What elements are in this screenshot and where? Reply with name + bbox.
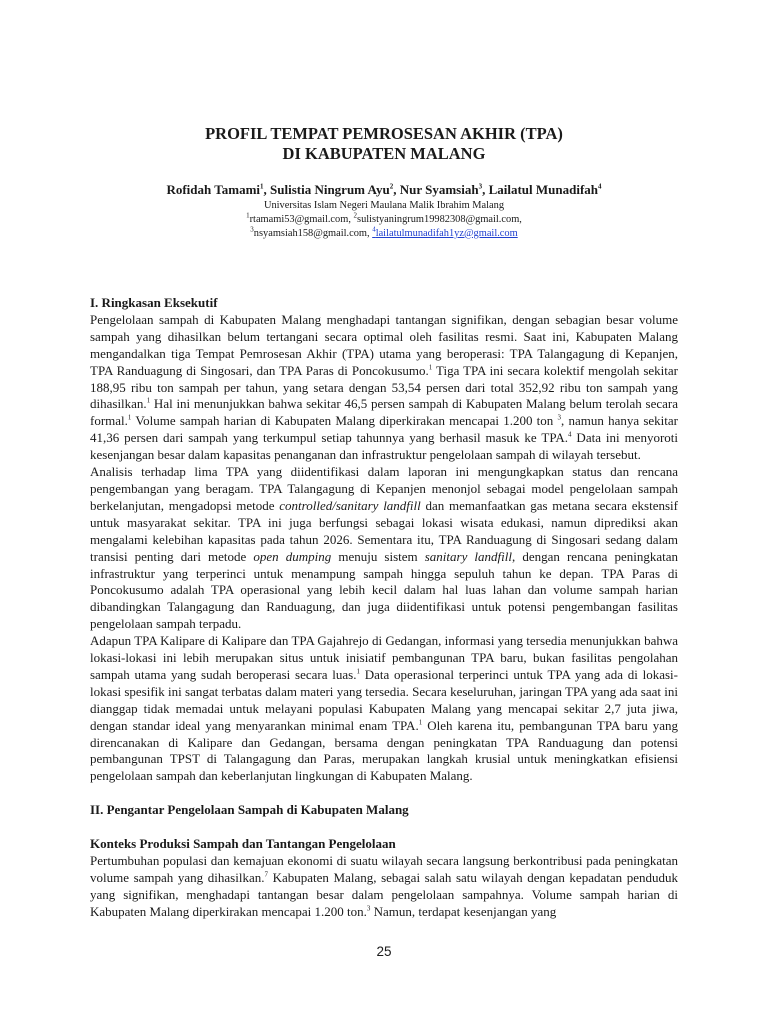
text-run: Kabupaten Malang, sebagai salah satu wilayah dengan kepadatan penduduk yang signifikan, menghadapi tantangan besar dalam pengelolaan sampahnya. Volume sampah harian di Kabupaten Malang diperkirakan mencapai 1.200 ton.: [90, 869, 678, 919]
author-marker: 4: [598, 182, 602, 191]
citation-marker: 1: [127, 414, 132, 423]
author-name: Sulistia Ningrum Ayu: [270, 182, 390, 197]
text-run: Data operasional terperinci untuk TPA yang ada di lokasi-lokasi spesifik ini sangat terbatas dalam materi yang tersedia. Secara keseluruhan, jaringan TPA yang ada saat ini dianggap tidak memadai untuk melayani populasi Kabupaten Malang yang mencapai sekitar 2,7 juta jiwa, dengan standar ideal yang menyarankan minimal enam TPA.: [90, 666, 678, 733]
citation-marker: 3: [557, 414, 562, 423]
italic-term: open dumping: [253, 548, 332, 564]
citation-marker: 1: [146, 397, 151, 406]
text-run: menuju sistem: [331, 548, 425, 564]
spacer: [90, 819, 678, 836]
text-run: Pertumbuhan populasi dan kemajuan ekonomi di suatu wilayah secara langsung berkontribusi pada peningkatan volume sampah yang dihasilkan.: [90, 852, 678, 885]
author-name: Nur Syamsiah: [399, 182, 479, 197]
email-marker: 4: [372, 225, 376, 234]
author-marker: 2: [389, 182, 394, 191]
paper-body: [90, 295, 678, 921]
text-run: Namun, terdapat kesenjangan yang: [370, 903, 557, 919]
text-run: Adapun TPA Kalipare di Kalipare dan TPA Gajahrejo di Gedangan, informasi yang tersedia menunjukkan bahwa lokasi-lokasi ini lebih merupakan situs untuk inisiatif pembangunan TPA baru, bukan fasilitas pengolahan sampah utama yang sudah beroperasi secara luas.: [90, 633, 678, 682]
email-line-1: [90, 213, 678, 227]
paper-title: [90, 124, 678, 164]
institution: Universitas Islam Negeri Maulana Malik Ibrahim Malang: [263, 200, 505, 211]
citation-marker: 7: [264, 870, 268, 879]
text-run: , namun hanya sekitar 41,36 persen dari sampah yang terkumpul setiap tahunnya yang berhasil masuk ke TPA.: [90, 413, 679, 446]
paragraph: [90, 312, 678, 464]
email-address: sulistyaningrum19982308@gmail.com,: [357, 213, 522, 225]
subsection-heading: Konteks Produksi Sampah dan Tantangan Pengelolaan: [90, 835, 396, 851]
spacer: [90, 785, 678, 802]
text-run: Data ini menyoroti kesenjangan besar dalam kapasitas penanganan dan infrastruktur pengelolaan sampah di wilayah tersebut.: [90, 430, 678, 463]
text-run: Oleh karena itu, pembangunan TPA baru yang direncanakan di Kalipare dan Gedangan, bersama dengan peningkatan TPA Randuagung dan potensi pembangunan TPST di Talangagung dan Paras, merupakan langkah krusial untuk meningkatkan efisiensi pengelolaan sampah dan keberlanjutan lingkungan di Kabupaten Malang.: [90, 717, 678, 784]
author-marker: 1: [260, 182, 264, 191]
author-separator: ,: [393, 182, 400, 197]
affiliation-block: [90, 199, 678, 240]
text-run: Hal ini menunjukkan bahwa sekitar 46,5 persen sampah di Kabupaten Malang belum terolah secara formal.: [90, 396, 678, 429]
email-marker: 2: [353, 211, 358, 220]
email-link[interactable]: [372, 225, 518, 239]
paragraph: [90, 464, 678, 633]
italic-term: controlled/sanitary landfill: [279, 497, 421, 513]
text-run: , dengan rencana peningkatan infrastruktur yang terperinci untuk menampung sampah hingga sepuluh tahun ke depan. TPA Paras di Poncokusumo adalah TPA operasional yang lebih kecil dalam hal luas lahan dan volume sampah harian dibandingkan Talangagung dan Randuagung, dan juga diidentifikasi untuk potensi pengembangan fasilitas pengelolaan sampah terpadu.: [90, 548, 678, 632]
text-run: Pengelolaan sampah di Kabupaten Malang menghadapi tantangan signifikan, dengan sebagian besar volume sampah yang dihasilkan belum tertangani secara optimal oleh fasilitas resmi. Saat ini, Kabupaten Malang mengandalkan tiga Tempat Pemrosesan Akhir (TPA) utama yang beroperasi: TPA Talangagung di Kepanjen, TPA Randuagung di Singosari, dan TPA Paras di Poncokusumo.: [90, 311, 678, 378]
author-marker: 3: [478, 182, 483, 191]
citation-marker: 3: [366, 904, 371, 913]
author-name: Lailatul Munadifah: [488, 182, 599, 197]
email-marker: 3: [250, 225, 254, 234]
section-heading: II. Pengantar Pengelolaan Sampah di Kabupaten Malang: [90, 802, 409, 818]
author-separator: ,: [482, 182, 489, 197]
page-number: 25: [376, 944, 392, 959]
section-heading: I. Ringkasan Eksekutif: [90, 295, 218, 310]
author-list: [90, 182, 678, 198]
text-run: Volume sampah harian di Kabupaten Malang diperkirakan mencapai 1.200 ton: [131, 413, 554, 429]
text-run: dan memanfaatkan gas metana secara ekstensif untuk masyarakat sekitar. TPA ini juga berfungsi sebagai lokasi wisata edukasi, namun diprediksi akan mengalami kelebihan kapasitas pada tahun 2026. Sementara itu, TPA Randuagung di Singosari sedang dalam transisi penting dari metode: [90, 497, 678, 564]
italic-term: sanitary landfill: [424, 548, 512, 564]
email-address: lailatulmunadifah1yz@gmail.com: [375, 227, 518, 239]
text-run: Tiga TPA ini secara kolektif mengolah sekitar 188,95 ribu ton sampah per tahun, yang setara dengan 53,54 persen dari total 352,92 ribu ton sampah yang dihasilkan.: [90, 362, 678, 412]
paragraph: [90, 633, 678, 785]
text-run: Analisis terhadap lima TPA yang diidentifikasi dalam laporan ini mengungkapkan status dan rencana pengembangan yang beragam. TPA Talangagung di Kepanjen menonjol sebagai model pengelolaan sampah berkelanjutan, mengadopsi metode: [90, 464, 678, 513]
title-line-1: PROFIL TEMPAT PEMROSESAN AKHIR (TPA): [205, 124, 563, 143]
author-name: Rofidah Tamami: [166, 182, 261, 197]
email-marker: 1: [246, 211, 250, 220]
citation-marker: 4: [568, 430, 572, 439]
citation-marker: 1: [356, 667, 360, 676]
email-address: nsyamsiah158@gmail.com,: [253, 227, 370, 239]
paragraph: [90, 853, 678, 921]
title-line-2: DI KABUPATEN MALANG: [282, 144, 486, 163]
citation-marker: 1: [418, 718, 423, 727]
author-separator: ,: [263, 182, 271, 197]
email-address: rtamami53@gmail.com,: [249, 213, 351, 225]
email-line-2: [90, 227, 678, 241]
citation-marker: 1: [428, 363, 433, 372]
